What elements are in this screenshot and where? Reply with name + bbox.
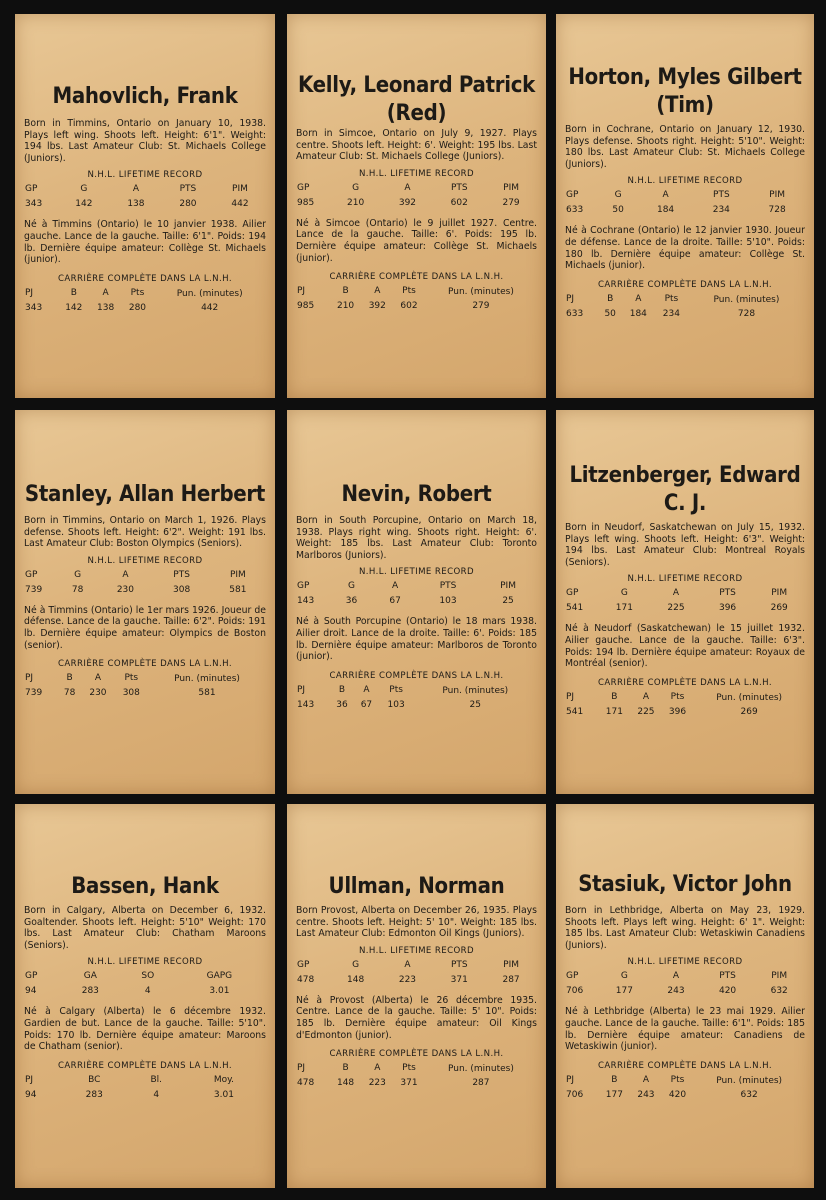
stat-header: PIM — [771, 588, 788, 599]
stat-header: G — [80, 184, 88, 195]
stat-value: 3.01 — [213, 1089, 234, 1100]
stats-table-english — [296, 959, 537, 986]
player-name: Kelly, Leonard Patrick (Red) — [297, 73, 535, 126]
stat-value: 602 — [450, 197, 468, 208]
player-card — [556, 804, 814, 1188]
stat-value: 103 — [439, 596, 457, 607]
stat-value: 138 — [127, 199, 145, 210]
stats-table-english — [565, 189, 805, 216]
stat-value: 602 — [400, 301, 418, 312]
stat-header: B — [607, 293, 614, 304]
stat-value: 223 — [368, 1078, 386, 1089]
stat-value: 177 — [605, 1089, 623, 1100]
record-title-french: CARRIÈRE COMPLÈTE DANS LA L.N.H. — [58, 273, 232, 284]
stat-value: 478 — [297, 974, 315, 985]
stat-value: 94 — [25, 1089, 37, 1100]
stat-value: 283 — [81, 986, 99, 997]
stat-value: 243 — [637, 1089, 655, 1100]
stat-value: 985 — [297, 301, 315, 312]
record-title-english: N.H.L. LIFETIME RECORD — [627, 957, 743, 968]
stat-value: 269 — [740, 706, 758, 717]
player-card — [287, 804, 546, 1188]
player-card — [15, 410, 275, 794]
stat-header: G — [614, 190, 622, 201]
stat-value: 142 — [65, 302, 83, 313]
stat-header: PJ — [297, 1063, 306, 1074]
stat-value: 478 — [297, 1078, 315, 1089]
stat-header: G — [352, 182, 360, 193]
stat-value: 67 — [389, 596, 401, 607]
stat-header: PJ — [297, 684, 306, 695]
stat-header: PIM — [503, 959, 520, 970]
stat-value: 234 — [662, 308, 680, 319]
stat-value: 541 — [566, 603, 584, 614]
stat-value: 171 — [615, 603, 633, 614]
stat-header: GP — [566, 190, 579, 201]
stat-value: 210 — [336, 301, 355, 312]
stat-value: 50 — [604, 308, 616, 319]
stat-value: 287 — [472, 1078, 490, 1089]
stat-header: SO — [141, 971, 155, 982]
stat-header: Pun. (minutes) — [713, 294, 780, 305]
stat-value: 287 — [502, 974, 520, 985]
stat-header: PIM — [232, 184, 248, 195]
player-card — [556, 410, 814, 794]
stat-header: Bl. — [150, 1074, 163, 1085]
stats-table-english — [296, 580, 537, 607]
stat-value: 230 — [89, 688, 107, 699]
stat-value: 25 — [502, 596, 514, 607]
stat-header: A — [662, 190, 669, 201]
stat-header: GP — [25, 184, 38, 195]
stats-table-french — [565, 293, 805, 320]
bio-english: Born in Simcoe, Ontario on July 9, 1927. Plays centre. Shoots left. Height: 6'. Weight: 195 lbs. Last Amateur Club: St. Michaels College (Juniors). — [296, 128, 537, 163]
stat-header: PIM — [500, 581, 516, 592]
stat-value: 3.01 — [209, 986, 230, 997]
stat-header: PTS — [713, 190, 730, 201]
stat-header: GP — [297, 182, 310, 193]
record-title-french: CARRIÈRE COMPLÈTE DANS LA L.N.H. — [58, 1060, 232, 1071]
stat-value: 396 — [718, 603, 737, 614]
stat-value: 728 — [737, 308, 756, 319]
record-title-french: CARRIÈRE COMPLÈTE DANS LA L.N.H. — [329, 272, 504, 283]
stat-value: 632 — [770, 986, 788, 997]
stat-header: PTS — [719, 971, 736, 982]
bio-english: Born in Lethbridge, Alberta on May 23, 1929. Shoots left. Plays left wing. Height: 6' 1". Weight: 185 lbs. Last Amateur Club: Wetaskiwin Canadiens (Juniors). — [565, 905, 805, 951]
stat-header: PJ — [566, 691, 575, 702]
stat-header: A — [672, 971, 680, 982]
player-name: Bassen, Hank — [71, 874, 219, 899]
stat-header: PTS — [173, 569, 190, 580]
stat-value: 706 — [566, 986, 584, 997]
bio-french: Né à Cochrane (Ontario) le 12 janvier 1930. Joueur de défense. Lance de la droite. Taille: 5'10". Poids: 180 lb. Dernière équipe amateur: Collège St. Michaels (junior). — [565, 225, 805, 272]
stat-value: 633 — [566, 205, 584, 216]
stat-header: Pun. (minutes) — [447, 287, 514, 298]
stat-header: B — [342, 1063, 349, 1074]
stat-value: 4 — [144, 986, 151, 997]
player-card — [287, 410, 546, 794]
stat-value: 234 — [712, 205, 730, 216]
record-title-english: N.H.L. LIFETIME RECORD — [627, 574, 743, 585]
player-name: Stasiuk, Victor John — [578, 872, 792, 897]
stat-header: PIM — [769, 190, 786, 201]
bio-french: Né à Provost (Alberta) le 26 décembre 1935. Centre. Lance de la gauche. Taille: 5' 10". Poids: 185 lb. Dernière équipe amateur: Oil Kings d'Edmonton (junior). — [296, 994, 537, 1041]
stat-header: G — [620, 971, 628, 982]
stat-header: A — [642, 1074, 650, 1085]
record-title-english: N.H.L. LIFETIME RECORD — [358, 945, 475, 956]
stat-header: Pun. (minutes) — [442, 685, 509, 696]
stats-table-english — [24, 183, 266, 210]
stat-header: A — [132, 184, 139, 195]
stat-header: Pts — [402, 1063, 416, 1074]
stat-header: A — [374, 1063, 381, 1074]
stat-header: PJ — [297, 286, 306, 297]
stat-value: 148 — [336, 1078, 355, 1089]
stat-value: 230 — [116, 584, 134, 595]
stat-header: Pts — [402, 286, 416, 297]
stat-value: 728 — [768, 205, 786, 216]
stat-value: 985 — [297, 197, 315, 208]
stats-table-french — [24, 672, 266, 699]
stats-table-english — [565, 970, 805, 997]
stat-header: A — [363, 684, 370, 695]
stat-header: Pun. (minutes) — [176, 288, 243, 299]
stat-value: 210 — [347, 197, 365, 208]
stat-value: 308 — [122, 688, 140, 699]
stat-header: GP — [566, 588, 579, 599]
stat-value: 633 — [566, 308, 584, 319]
bio-french: Né à Simcoe (Ontario) le 9 juillet 1927. Centre. Lance de la gauche. Taille: 6'. Poids: 195 lb. Dernière équipe amateur: Collège St. Michaels (junior). — [296, 217, 537, 264]
stat-value: 280 — [128, 302, 147, 313]
player-name: Ullman, Norman — [328, 874, 505, 899]
stat-value: 78 — [71, 584, 84, 595]
stats-table-french — [296, 684, 537, 711]
stat-value: 94 — [25, 986, 37, 997]
stat-header: Pts — [130, 287, 145, 298]
stat-value: 280 — [179, 199, 197, 210]
stat-header: Pts — [664, 293, 679, 304]
stat-header: PJ — [25, 287, 34, 298]
player-name: Horton, Myles Gilbert (Tim) — [568, 65, 802, 118]
stat-header: PIM — [229, 569, 246, 580]
stat-header: PIM — [771, 971, 788, 982]
player-card — [287, 14, 546, 398]
stat-header: PTS — [450, 182, 468, 193]
stat-header: B — [611, 691, 618, 702]
bio-english: Born Provost, Alberta on December 26, 1935. Plays centre. Shoots left. Height: 5' 10". Weight: 185 lbs. Last Amateur Club: Edmonton Oil Kings (Juniors). — [296, 905, 537, 940]
stat-header: GAPG — [206, 971, 233, 982]
stat-header: GP — [297, 581, 310, 592]
bio-french: Né à Neudorf (Saskatchewan) le 15 juillet 1932. Ailier gauche. Lance de la gauche. Taille: 6'3". Poids: 194 lb. Dernière équipe amateur: Royaux de Montréal (senior). — [565, 623, 805, 670]
stat-value: 142 — [75, 199, 93, 210]
bio-english: Born in Cochrane, Ontario on January 12, 1930. Plays defense. Shoots right. Height: 5'10". Weight: 180 lbs. Last Amateur Club: St. Michaels College (Juniors). — [565, 124, 805, 170]
record-title-french: CARRIÈRE COMPLÈTE DANS LA L.N.H. — [329, 1049, 504, 1060]
stat-header: GP — [25, 569, 38, 580]
stat-value: 103 — [387, 699, 405, 710]
stat-value: 138 — [97, 302, 115, 313]
stat-value: 25 — [469, 699, 481, 710]
stat-header: PJ — [25, 673, 34, 684]
stat-header: GP — [566, 971, 579, 982]
record-title-english: N.H.L. LIFETIME RECORD — [358, 567, 475, 578]
stat-value: 143 — [297, 699, 315, 710]
player-card — [556, 14, 814, 398]
stat-header: PTS — [450, 959, 468, 970]
stat-header: Pts — [124, 673, 139, 684]
stat-header: B — [66, 673, 73, 684]
stats-table-english — [24, 569, 266, 596]
stat-header: Pts — [670, 1074, 685, 1085]
stat-header: B — [70, 287, 77, 298]
stat-header: PTS — [439, 581, 457, 592]
bio-english: Born in South Porcupine, Ontario on March 18, 1938. Plays right wing. Shoots right. Height: 6'. Weight: 185 lbs. Last Amateur Club: Toronto Marlboros (Juniors). — [296, 515, 537, 561]
player-card — [15, 804, 275, 1188]
record-title-english: N.H.L. LIFETIME RECORD — [627, 176, 743, 187]
stat-value: 392 — [368, 301, 386, 312]
record-title-english: N.H.L. LIFETIME RECORD — [358, 168, 475, 179]
stat-value: 67 — [360, 699, 373, 710]
stat-value: 420 — [718, 986, 737, 997]
stat-value: 279 — [472, 301, 490, 312]
stat-value: 36 — [336, 699, 348, 710]
player-name: Nevin, Robert — [341, 482, 492, 507]
bio-french: Né à Lethbridge (Alberta) le 23 mai 1929. Ailier gauche. Lance de la gauche. Taille: 6'1". Poids: 185 lb. Dernière équipe amateur: Canadiens de Wetaskiwin (junior). — [565, 1006, 805, 1053]
stat-header: A — [642, 691, 650, 702]
stat-value: 184 — [656, 205, 675, 216]
stat-value: 243 — [667, 986, 685, 997]
stat-value: 343 — [25, 302, 43, 313]
stat-value: 581 — [198, 688, 216, 699]
stat-header: Pts — [670, 691, 685, 702]
stat-header: A — [635, 293, 642, 304]
stat-header: Pun. (minutes) — [447, 1064, 514, 1075]
bio-french: Né à Calgary (Alberta) le 6 décembre 1932. Gardien de but. Lance de la gauche. Taille: 5'10". Poids: 170 lb. Dernière équipe amateur: Maroons de Chatham (senior). — [24, 1006, 266, 1053]
stat-value: 4 — [153, 1089, 160, 1100]
stat-value: 143 — [297, 596, 315, 607]
record-title-english: N.H.L. LIFETIME RECORD — [87, 957, 203, 968]
stat-value: 171 — [605, 706, 623, 717]
stats-table-french — [24, 287, 266, 314]
record-title-english: N.H.L. LIFETIME RECORD — [87, 555, 203, 566]
player-name: Litzenberger, Edward C. J. — [569, 463, 801, 516]
stat-header: A — [404, 959, 411, 970]
player-name: Mahovlich, Frank — [52, 84, 238, 109]
stat-header: A — [94, 673, 102, 684]
stat-header: GA — [83, 971, 97, 982]
stat-header: PIM — [503, 182, 520, 193]
bio-english: Born in Timmins, Ontario on March 1, 1926. Plays defense. Shoots left. Height: 6'2". Weight: 191 lbs. Last Amateur Club: Boston Olympics (Seniors). — [24, 515, 266, 550]
stat-value: 396 — [668, 706, 687, 717]
stats-table-french — [565, 1074, 805, 1101]
record-title-french: CARRIÈRE COMPLÈTE DANS LA L.N.H. — [58, 659, 232, 670]
record-title-french: CARRIÈRE COMPLÈTE DANS LA L.N.H. — [329, 670, 504, 681]
stat-header: A — [102, 287, 109, 298]
stat-value: 50 — [612, 205, 624, 216]
player-card — [15, 14, 275, 398]
record-title-french: CARRIÈRE COMPLÈTE DANS LA L.N.H. — [598, 677, 772, 688]
stat-value: 283 — [85, 1089, 103, 1100]
stat-value: 442 — [231, 199, 249, 210]
stat-header: G — [74, 569, 82, 580]
stat-value: 420 — [668, 1089, 687, 1100]
record-title-french: CARRIÈRE COMPLÈTE DANS LA L.N.H. — [598, 279, 772, 290]
stat-header: GP — [297, 959, 310, 970]
bio-english: Born in Timmins, Ontario on January 10, 1938. Plays left wing. Shoots left. Height: 6'1". Weight: 194 lbs. Last Amateur Club: St. Michaels College (Juniors). — [24, 118, 266, 164]
stat-value: 308 — [173, 584, 191, 595]
stat-value: 632 — [740, 1089, 758, 1100]
stats-table-english — [24, 970, 266, 997]
stat-value: 177 — [615, 986, 633, 997]
stat-header: G — [348, 581, 356, 592]
stat-header: Pun. (minutes) — [716, 692, 783, 703]
stat-value: 223 — [398, 974, 417, 985]
stat-header: G — [352, 959, 360, 970]
bio-french: Né à Timmins (Ontario) le 10 janvier 1938. Ailier gauche. Lance de la gauche. Taille: 6'1". Poids: 194 lb. Dernière équipe amateur: Collège St. Michaels (junior). — [24, 219, 266, 266]
stat-value: 442 — [201, 302, 219, 313]
stat-header: B — [611, 1074, 618, 1085]
stat-header: B — [342, 286, 349, 297]
stat-value: 269 — [770, 603, 788, 614]
stats-table-english — [296, 182, 537, 209]
stat-value: 541 — [566, 706, 584, 717]
player-name: Stanley, Allan Herbert — [24, 482, 266, 507]
bio-english: Born in Neudorf, Saskatchewan on July 15, 1932. Plays left wing. Shoots left. Height: 6'3". Weight: 194 lbs. Last Amateur Club: Montreal Royals (Seniors). — [565, 522, 805, 568]
stat-value: 225 — [637, 706, 655, 717]
stat-header: PTS — [719, 588, 736, 599]
stat-value: 706 — [566, 1089, 584, 1100]
stat-value: 148 — [347, 974, 365, 985]
stat-header: BC — [88, 1074, 101, 1085]
stat-value: 36 — [345, 596, 358, 607]
stat-header: G — [620, 588, 628, 599]
stat-header: A — [392, 581, 399, 592]
stat-header: GP — [25, 971, 38, 982]
stats-table-english — [565, 587, 805, 614]
stat-value: 392 — [398, 197, 417, 208]
stats-table-french — [296, 285, 537, 312]
stat-value: 739 — [25, 584, 43, 595]
bio-french: Né à South Porcupine (Ontario) le 18 mars 1938. Ailier droit. Lance de la droite. Taille: 6'. Poids: 185 lb. Dernière équipe amateur: Marlboros de Toronto (junior). — [296, 616, 537, 663]
stat-header: A — [122, 569, 129, 580]
stat-header: PJ — [566, 1074, 575, 1085]
stat-header: PJ — [25, 1074, 34, 1085]
stats-table-french — [565, 691, 805, 718]
record-title-french: CARRIÈRE COMPLÈTE DANS LA L.N.H. — [598, 1060, 772, 1071]
stat-header: Pun. (minutes) — [716, 1075, 783, 1086]
bio-english: Born in Calgary, Alberta on December 6, 1932. Goaltender. Shoots left. Height: 5'10" Weight: 170 lbs. Last Amateur Club: Chatham Maroons (Seniors). — [24, 905, 266, 951]
stats-table-french — [296, 1062, 537, 1089]
stat-value: 184 — [629, 308, 647, 319]
stat-value: 739 — [25, 688, 43, 699]
stat-header: A — [672, 588, 680, 599]
stat-header: A — [404, 182, 411, 193]
stat-header: Moy. — [213, 1074, 235, 1085]
stat-header: B — [338, 684, 346, 695]
stat-value: 343 — [25, 199, 43, 210]
stat-header: PJ — [566, 293, 575, 304]
stat-header: Pun. (minutes) — [174, 674, 240, 685]
record-title-english: N.H.L. LIFETIME RECORD — [87, 170, 203, 181]
bio-french: Né à Timmins (Ontario) le 1er mars 1926. Joueur de défense. Lance de la gauche. Taille: 6'2". Poids: 191 lb. Dernière équipe amateur: Olympics de Boston (senior). — [24, 604, 266, 651]
stat-value: 78 — [63, 688, 76, 699]
stat-value: 371 — [450, 974, 468, 985]
stat-value: 581 — [229, 584, 247, 595]
stat-value: 371 — [400, 1078, 418, 1089]
stat-header: A — [374, 286, 381, 297]
stat-value: 279 — [502, 197, 520, 208]
stat-header: Pts — [389, 684, 403, 695]
stat-header: PTS — [179, 184, 197, 195]
stats-table-french — [24, 1074, 266, 1101]
stat-value: 225 — [667, 603, 685, 614]
